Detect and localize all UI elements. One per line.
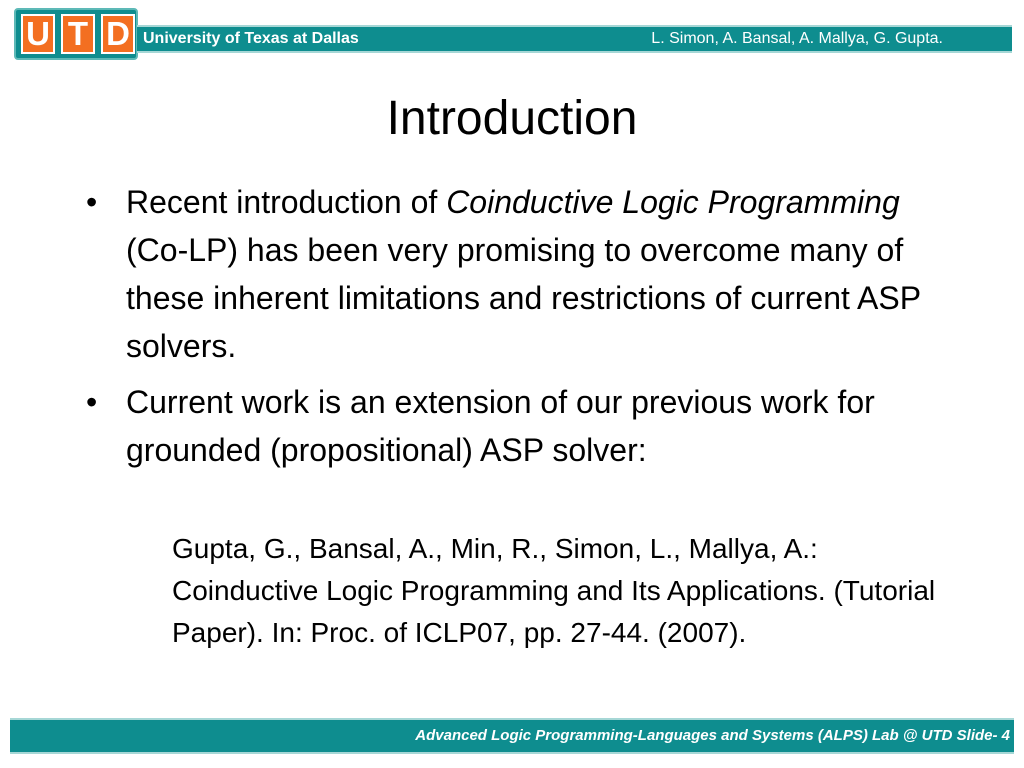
bullet-list xyxy=(86,178,966,482)
bullet-marker: • xyxy=(86,384,98,420)
bullet-text-before: Recent introduction of xyxy=(126,184,447,220)
institution-name: University of Texas at Dallas xyxy=(143,30,359,47)
reference-citation: Gupta, G., Bansal, A., Min, R., Simon, L., Mallya, A.: Coinductive Logic Programming and Its Applications. (Tutorial Paper). In: Proc. of ICLP07, pp. 27-44. (2007). xyxy=(172,533,936,648)
logo-letter-u: U xyxy=(21,14,55,54)
footer-bar xyxy=(10,718,1014,754)
footer-text: Advanced Logic Programming-Languages and Systems (ALPS) Lab @ UTD Slide- 4 xyxy=(415,727,1010,744)
logo-letter-t: T xyxy=(61,14,95,54)
utd-logo xyxy=(14,8,138,60)
bullet-text-after: (Co-LP) has been very promising to overcome many of these inherent limitations and restrictions of current ASP solvers. xyxy=(126,232,921,364)
bullet-marker: • xyxy=(86,184,98,220)
bullet-item-2 xyxy=(86,378,966,474)
header-bar xyxy=(137,25,1012,53)
author-list: L. Simon, A. Bansal, A. Mallya, G. Gupta. xyxy=(651,30,943,47)
slide-title: Introduction xyxy=(386,92,638,145)
bullet-emphasis: Coinductive Logic Programming xyxy=(446,184,900,220)
bullet-item-1 xyxy=(86,178,966,370)
logo-letter-d: D xyxy=(101,14,135,54)
bullet-text: Current work is an extension of our previous work for grounded (propositional) ASP solver: xyxy=(126,384,875,468)
